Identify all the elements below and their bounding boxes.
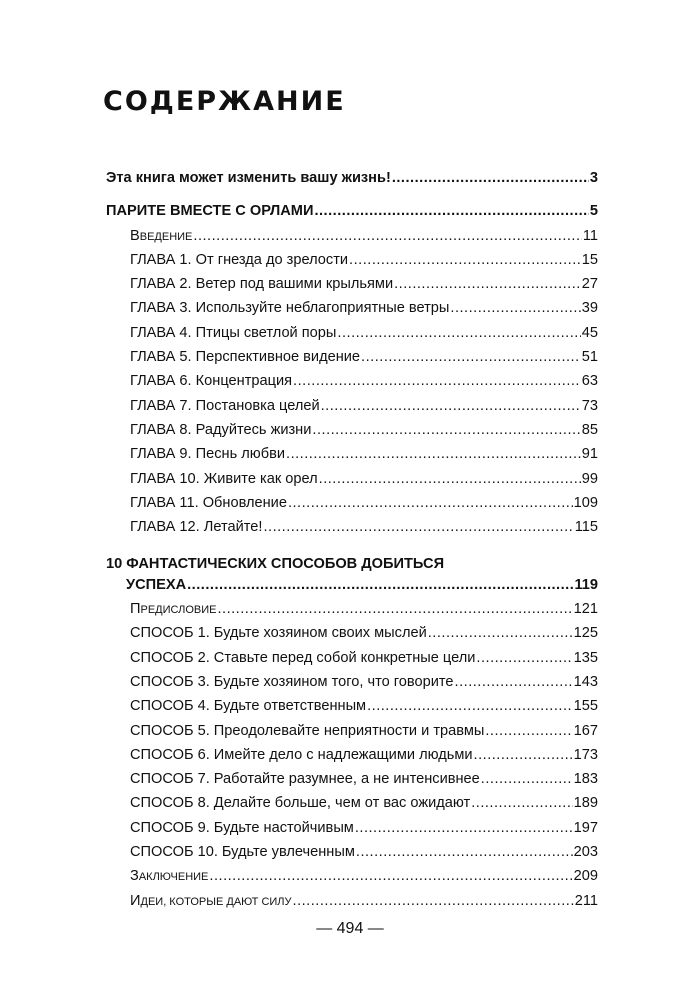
toc-entry-page: 3 <box>589 170 598 186</box>
toc-entry-page: 15 <box>581 251 598 268</box>
toc-entry-page: 119 <box>574 576 598 593</box>
toc-entry-chapter <box>106 519 598 543</box>
leader-dots <box>319 471 581 487</box>
toc-entry-method <box>106 674 598 698</box>
toc-entry-introduction <box>106 228 598 252</box>
toc-entry-page: 173 <box>573 746 598 763</box>
toc-entry-method <box>106 625 598 649</box>
toc-entry-label: ГЛАВА 8. Радуйтесь жизни <box>130 421 312 438</box>
toc-entry-label: ГЛАВА 4. Птицы светлой поры <box>130 324 337 341</box>
leader-dots <box>314 203 588 219</box>
toc-part-1-heading <box>106 203 598 227</box>
toc-entry-label: ГЛАВА 5. Перспективное видение <box>130 349 361 366</box>
toc-entry-page: 73 <box>581 397 598 414</box>
leader-dots <box>349 252 581 268</box>
part-2-method-list <box>106 625 598 868</box>
leader-dots <box>428 625 573 641</box>
toc-entry-label: СПОСОБ 7. Работайте разумнее, а не интенсивнее <box>130 771 480 788</box>
leader-dots <box>476 650 572 666</box>
toc-entry-label: СПОСОБ 5. Преодолевайте неприятности и травмы <box>130 722 485 739</box>
toc-entry-intro <box>106 170 598 194</box>
toc-entry-page: 45 <box>581 324 598 341</box>
toc-entry-chapter <box>106 300 598 324</box>
toc-entry-chapter <box>106 422 598 446</box>
toc-entry-label: СПОСОБ 6. Имейте дело с надлежащими людьми <box>130 746 473 763</box>
toc-entry-chapter <box>106 349 598 373</box>
toc-entry-page: 155 <box>573 698 598 715</box>
toc-entry-method <box>106 698 598 722</box>
toc-entry-label: СПОСОБ 4. Будьте ответственным <box>130 698 367 715</box>
leader-dots <box>356 844 573 860</box>
toc-entry-page: 209 <box>573 868 598 885</box>
toc-entry-label: СПОСОБ 2. Ставьте перед собой конкретные цели <box>130 649 476 666</box>
toc-entry-label: ЗАКЛЮЧЕНИЕ <box>130 868 209 885</box>
leader-dots <box>471 795 572 811</box>
toc-entry-chapter <box>106 446 598 470</box>
leader-dots <box>394 276 581 292</box>
toc-entry-page: 51 <box>581 349 598 366</box>
leader-dots <box>187 577 573 593</box>
toc-entry-label: ГЛАВА 9. Песнь любви <box>130 446 286 463</box>
toc-entry-label: ГЛАВА 11. Обновление <box>130 494 287 511</box>
toc-part-2-heading-continued <box>106 577 598 601</box>
toc-entry-page: 85 <box>581 421 598 438</box>
leader-dots <box>286 446 581 462</box>
leader-dots <box>455 674 573 690</box>
toc-entry-method <box>106 650 598 674</box>
toc-entry-page: 109 <box>573 494 598 511</box>
toc-entry-method <box>106 844 598 868</box>
page-title: СОДЕРЖАНИЕ <box>103 86 346 117</box>
toc-entry-method <box>106 820 598 844</box>
leader-dots <box>485 723 572 739</box>
leader-dots <box>355 820 573 836</box>
part-1-chapter-list <box>106 252 598 544</box>
toc-entry-label: ГЛАВА 2. Ветер под вашими крыльями <box>130 276 394 293</box>
toc-entry-method <box>106 771 598 795</box>
toc-entry-page: 211 <box>574 892 598 909</box>
toc-part-2-heading: 10 ФАНТАСТИЧЕСКИХ СПОСОБОВ ДОБИТЬСЯ <box>106 556 445 573</box>
toc-entry-chapter <box>106 325 598 349</box>
table-of-contents <box>106 170 598 917</box>
leader-dots <box>321 398 581 414</box>
leader-dots <box>263 519 573 535</box>
leader-dots <box>367 698 573 714</box>
leader-dots <box>337 325 580 341</box>
toc-entry-chapter <box>106 495 598 519</box>
toc-entry-conclusion <box>106 868 598 892</box>
toc-entry-chapter <box>106 398 598 422</box>
leader-dots <box>293 373 581 389</box>
toc-entry-chapter <box>106 373 598 397</box>
leader-dots <box>312 422 580 438</box>
toc-entry-label: СПОСОБ 9. Будьте настойчивым <box>130 819 354 836</box>
toc-entry-page: 99 <box>581 470 598 487</box>
toc-entry-label: ГЛАВА 7. Постановка целей <box>130 397 320 414</box>
leader-dots <box>361 349 581 365</box>
toc-entry-chapter <box>106 276 598 300</box>
toc-entry-label: ГЛАВА 1. От гнезда до зрелости <box>130 251 349 268</box>
toc-entry-page: 203 <box>573 844 598 861</box>
toc-entry-label: ВВЕДЕНИЕ <box>130 227 193 244</box>
toc-entry-page: 5 <box>589 203 598 220</box>
leader-dots <box>481 771 573 787</box>
toc-entry-label: СПОСОБ 1. Будьте хозяином своих мыслей <box>130 625 427 642</box>
toc-entry-label: ИДЕИ, КОТОРЫЕ ДАЮТ СИЛУ <box>130 892 292 909</box>
toc-entry-label: ГЛАВА 3. Используйте неблагоприятные ветры <box>130 300 450 317</box>
leader-dots <box>209 868 572 884</box>
toc-entry-page: 121 <box>573 601 598 618</box>
toc-entry-label: ГЛАВА 6. Концентрация <box>130 373 293 390</box>
toc-entry-label: ПАРИТЕ ВМЕСТЕ С ОРЛАМИ <box>106 203 314 220</box>
toc-entry-preface <box>106 601 598 625</box>
toc-entry-label: СПОСОБ 3. Будьте хозяином того, что говорите <box>130 673 454 690</box>
toc-entry-page: 143 <box>573 673 598 690</box>
leader-dots <box>474 747 573 763</box>
toc-entry-label: ГЛАВА 12. Летайте! <box>130 519 263 536</box>
leader-dots <box>293 893 574 909</box>
toc-entry-page: 63 <box>581 373 598 390</box>
toc-entry-method <box>106 795 598 819</box>
toc-entry-page: 39 <box>581 300 598 317</box>
toc-entry-page: 91 <box>581 446 598 463</box>
toc-entry-page: 11 <box>582 227 598 244</box>
leader-dots <box>288 495 573 511</box>
page-number: — 494 — <box>316 920 384 937</box>
toc-entry-page: 189 <box>573 795 598 812</box>
toc-entry-method <box>106 723 598 747</box>
toc-entry-page: 183 <box>573 771 598 788</box>
toc-entry-chapter <box>106 252 598 276</box>
toc-entry-ideas <box>106 893 598 917</box>
toc-entry-page: 125 <box>573 625 598 642</box>
toc-entry-label: СПОСОБ 10. Будьте увлеченным <box>130 844 355 861</box>
toc-entry-label: ГЛАВА 10. Живите как орел <box>130 470 318 487</box>
toc-entry-page: 167 <box>573 722 598 739</box>
leader-dots <box>193 228 581 244</box>
leader-dots <box>392 170 589 186</box>
leader-dots <box>217 601 572 617</box>
toc-entry-label: УСПЕХА <box>126 576 187 593</box>
toc-entry-label: СПОСОБ 8. Делайте больше, чем от вас ожидают <box>130 795 471 812</box>
toc-entry-method <box>106 747 598 771</box>
toc-entry-label: ПРЕДИСЛОВИЕ <box>130 601 217 618</box>
leader-dots <box>450 300 580 316</box>
toc-entry-page: 135 <box>573 649 598 666</box>
toc-entry-page: 115 <box>574 519 598 536</box>
toc-entry-page: 197 <box>573 819 598 836</box>
toc-entry-label: Эта книга может изменить вашу жизнь! <box>106 170 391 186</box>
toc-entry-page: 27 <box>581 276 598 293</box>
toc-entry-chapter <box>106 471 598 495</box>
